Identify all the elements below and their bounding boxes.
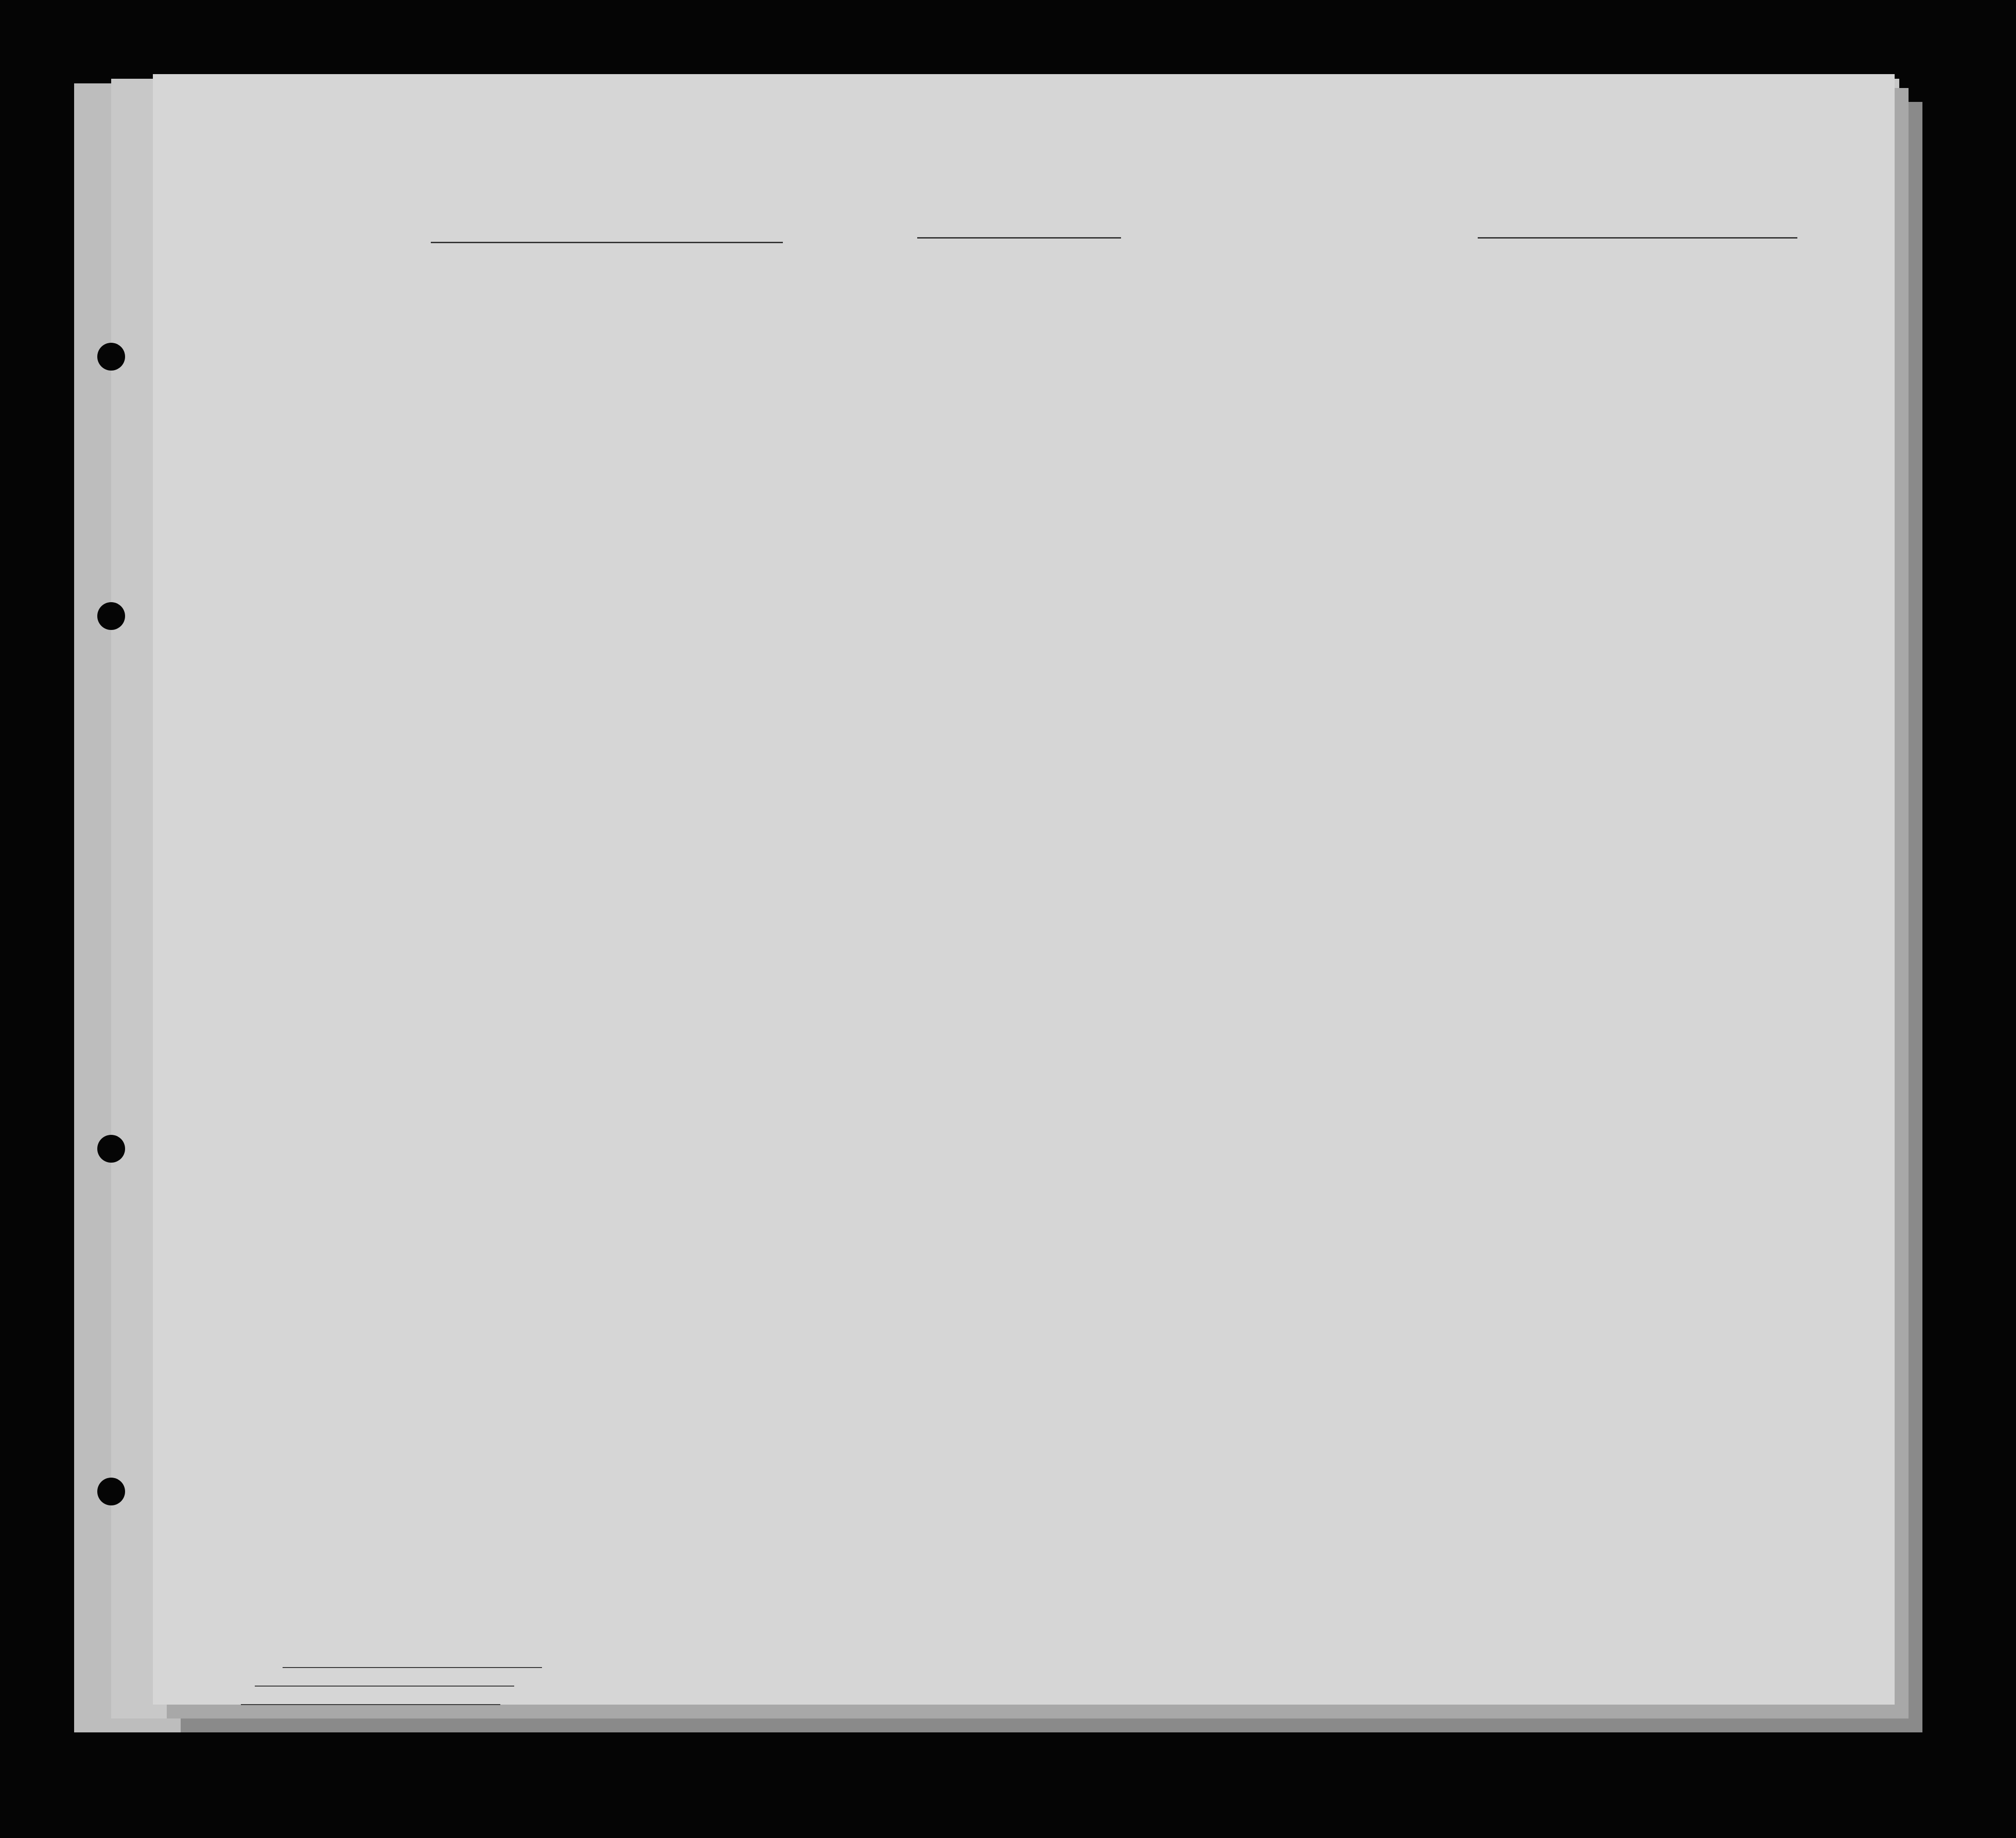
arrival-port bbox=[917, 237, 1121, 239]
sheet-number bbox=[1668, 144, 1682, 156]
binder-hole bbox=[97, 343, 125, 371]
page-title bbox=[505, 139, 519, 172]
manifest-table bbox=[208, 257, 1885, 1633]
binder-hole bbox=[97, 1135, 125, 1163]
manifest-page bbox=[153, 74, 1895, 1705]
line-label bbox=[283, 1658, 542, 1671]
binder-hole bbox=[97, 602, 125, 630]
binder-hole bbox=[97, 1478, 125, 1505]
owners-label bbox=[255, 1677, 514, 1690]
local-agents-label bbox=[241, 1695, 500, 1708]
vessel-name bbox=[431, 242, 783, 243]
from-port bbox=[1478, 237, 1797, 239]
